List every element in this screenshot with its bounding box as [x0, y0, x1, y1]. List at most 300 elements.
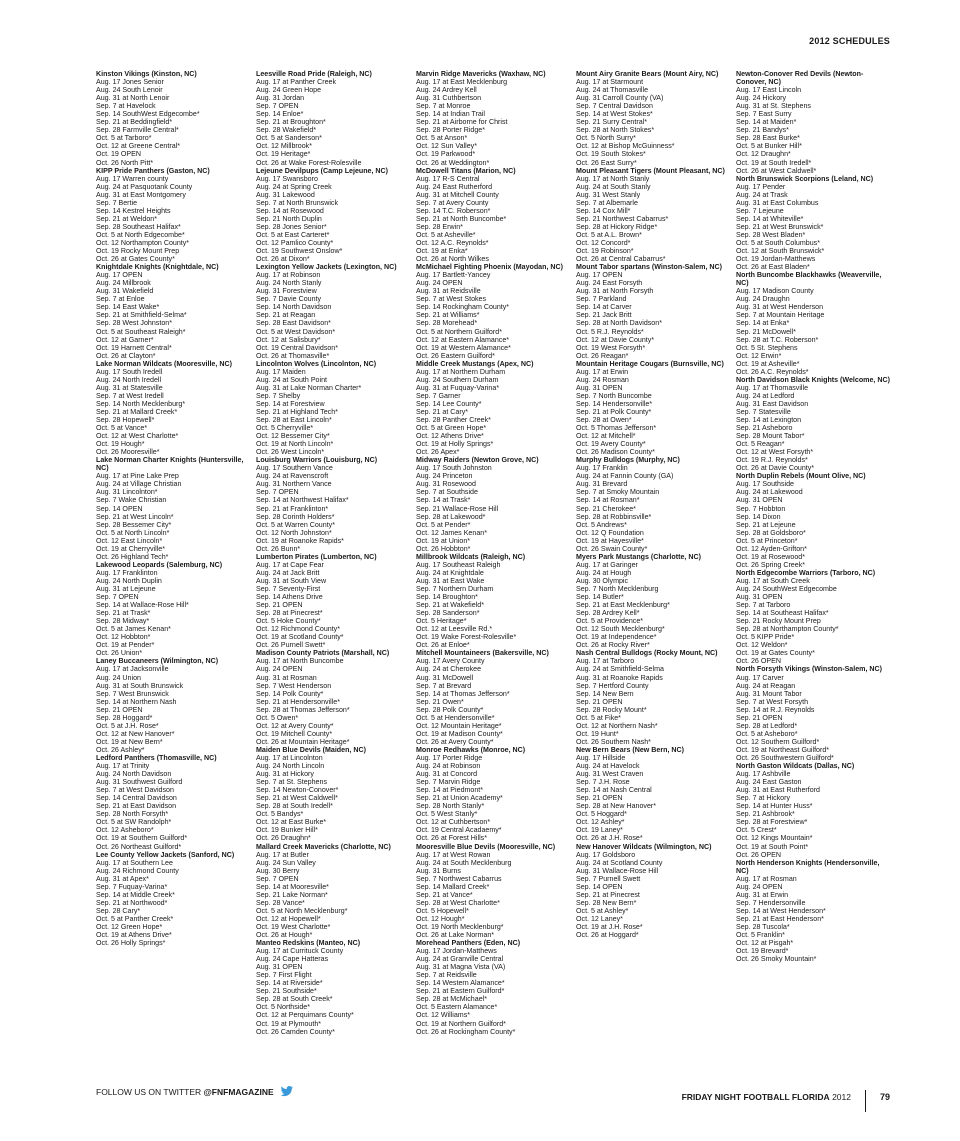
game-entry: Sep. 14 Rockingham County*: [416, 303, 510, 312]
game-entry: Aug. 31 West Stanly: [576, 190, 641, 199]
game-entry: Oct. 26 Draughn*: [256, 834, 311, 843]
game-entry: Aug. 24 at Lakewood: [736, 488, 803, 497]
team-name: Monroe Redhawks (Monroe, NC): [416, 745, 526, 754]
game-entry: Sep. 28 at North Stokes*: [576, 126, 655, 135]
team-schedule: [576, 360, 730, 457]
team-schedule: [256, 553, 410, 650]
game-entry: Aug. 17 Bartlett-Yancey: [416, 271, 491, 280]
game-entry: Sep. 7 OPEN: [96, 593, 139, 602]
game-entry: Aug. 17 Southern Vance: [256, 464, 333, 473]
game-entry: Oct. 12 at West Forsyth*: [736, 448, 814, 457]
team-schedule: [256, 649, 410, 746]
game-entry: Sep. 28 Mount Tabor*: [736, 432, 805, 441]
game-entry: Oct. 19 at Union*: [416, 536, 471, 545]
game-entry: Aug. 31 Brevard: [576, 480, 628, 489]
game-entry: Oct. 26 Highland Tech*: [96, 552, 169, 561]
game-entry: Sep. 28 Hopewell*: [96, 416, 155, 425]
game-entry: Oct. 5 Thomas Jefferson*: [576, 424, 657, 433]
game-entry: Sep. 21 at East Mecklenburg*: [576, 601, 670, 610]
game-entry: Sep. 7 at Brevard: [416, 681, 472, 690]
game-entry: Oct. 26 at Rocky River*: [576, 641, 650, 650]
game-entry: Sep. 21 OPEN: [256, 601, 303, 610]
team-name: KIPP Pride Panthers (Gaston, NC): [96, 166, 210, 175]
game-entry: Sep. 7 West Henderson: [256, 681, 332, 690]
game-entry: Aug. 17 Franklinton: [96, 568, 158, 577]
game-entry: Sep. 7 OPEN: [256, 874, 299, 883]
game-entry: Aug. 17 Madison County: [736, 287, 814, 296]
game-entry: Oct. 26 Purnell Swett*: [256, 641, 326, 650]
team-name: Madison County Patriots (Marshall, NC): [256, 649, 390, 658]
team-schedule: [96, 360, 250, 457]
game-entry: Sep. 14 at Whiteville*: [736, 214, 804, 223]
game-entry: Sep. 7 at Monroe: [416, 102, 471, 111]
game-entry: Oct. 12 at Salisbury*: [256, 335, 321, 344]
game-entry: Sep. 21 at Smithfield-Selma*: [96, 311, 187, 320]
game-entry: Aug. 24 Richmond County: [96, 866, 179, 875]
game-entry: Sep. 21 at Beddingfield*: [96, 118, 173, 127]
game-entry: Oct. 26 Southwestern Guilford*: [736, 753, 834, 762]
game-entry: Sep. 28 at West Charlotte*: [416, 898, 500, 907]
game-entry: Aug. 24 at Cherokee: [416, 665, 482, 674]
game-entry: Oct. 19 at Southern Guilford*: [96, 834, 188, 843]
team-schedule: [416, 649, 570, 746]
game-entry: Oct. 26 Spring Creek*: [736, 560, 805, 569]
game-entry: Aug. 17 at Thomasville: [736, 383, 809, 392]
game-entry: Aug. 31 East Davidson: [736, 399, 809, 408]
game-entry: Sep. 14 Western Alamance*: [416, 979, 505, 988]
game-entry: Oct. 26 Camden County*: [256, 1027, 335, 1036]
team-name: New Bern Bears (New Bern, NC): [576, 745, 685, 754]
game-entry: Oct. 12 at Perquimans County*: [256, 1011, 354, 1020]
game-entry: Oct. 19 Hough*: [96, 440, 145, 449]
game-entry: Oct. 12 at Leesville Rd.*: [416, 625, 493, 634]
game-entry: Oct. 26 Holly Springs*: [96, 939, 166, 948]
game-entry: Aug. 31 at West Henderson: [736, 303, 824, 312]
team-name: Mount Pleasant Tigers (Mount Pleasant, NC): [576, 166, 725, 175]
game-entry: Aug. 24 East Forsyth: [576, 279, 643, 288]
game-entry: Sep. 7 at Mountain Heritage: [736, 311, 825, 320]
game-entry: Aug. 17 at Panther Creek: [256, 78, 337, 87]
game-entry: Sep. 21 at Hendersonville*: [256, 697, 340, 706]
game-entry: Sep. 7 at Avery County: [416, 198, 489, 207]
game-entry: Sep. 14 Enloe*: [256, 110, 304, 119]
game-entry: Sep. 7 First Flight: [256, 971, 312, 980]
game-entry: Aug. 17 Jordan-Matthews: [416, 947, 497, 956]
schedule-column: [256, 70, 410, 1060]
game-entry: Aug. 24 at Ravenscroft: [256, 472, 329, 481]
game-entry: Sep. 7 Statesville: [736, 407, 791, 416]
game-entry: Aug. 31 Northern Vance: [256, 480, 332, 489]
game-entry: Aug. 17 Franklin: [576, 464, 628, 473]
game-entry: Oct. 12 at East Burke*: [256, 818, 327, 827]
game-entry: Sep. 21 Lake Norman*: [256, 890, 328, 899]
team-schedule: [96, 851, 250, 948]
team-name: McDowell Titans (Marion, NC): [416, 166, 516, 175]
game-entry: Oct. 19 R.J. Reynolds*: [736, 456, 808, 465]
team-name: Knightdale Knights (Knightdale, NC): [96, 263, 219, 272]
game-entry: Oct. 5 at North Lincoln*: [96, 528, 170, 537]
game-entry: Sep. 14 at Maiden*: [736, 118, 797, 127]
game-entry: Oct. 19 Parkwood*: [416, 150, 476, 159]
team-name: North Gaston Wildcats (Dallas, NC): [736, 762, 855, 771]
team-name: Myers Park Mustangs (Charlotte, NC): [576, 552, 701, 561]
game-entry: Oct. 5 at Northern Guilford*: [416, 327, 502, 336]
team-schedule: [96, 561, 250, 658]
team-name: Lee County Yellow Jackets (Sanford, NC): [96, 850, 235, 859]
game-entry: Oct. 5 Bandys*: [256, 810, 304, 819]
game-entry: Sep. 14 at West Henderson*: [736, 906, 826, 915]
game-entry: Oct. 5 Heritage*: [416, 617, 467, 626]
game-entry: Aug. 17 South Iredell: [96, 367, 163, 376]
team-name: Midway Raiders (Newton Grove, NC): [416, 456, 539, 465]
game-entry: Aug. 17 at Rosman: [736, 874, 797, 883]
game-entry: Aug. 24 Southern Durham: [416, 375, 499, 384]
game-entry: Oct. 5 at Sanderson*: [256, 134, 322, 143]
game-entry: Aug. 31 at Magna Vista (VA): [416, 963, 506, 972]
game-entry: Sep. 28 Wakefield*: [256, 126, 317, 135]
game-entry: Aug. 31 OPEN: [576, 383, 623, 392]
game-entry: Sep. 28 at Owen*: [576, 416, 632, 425]
game-entry: Aug. 17 Jones Senior: [96, 78, 164, 87]
game-entry: Sep. 7 Hobbton: [736, 504, 786, 513]
game-entry: Oct. 19 at Pender*: [96, 641, 155, 650]
team-name: Mallard Creek Mavericks (Charlotte, NC): [256, 842, 391, 851]
game-entry: Oct. 19 at Rosewood*: [736, 552, 806, 561]
game-entry: Sep. 28 Porter Ridge*: [416, 126, 486, 135]
game-entry: Sep. 28 at Lakewood*: [416, 512, 486, 521]
game-entry: Aug. 31 Lakewood: [256, 190, 315, 199]
game-entry: Sep. 21 at Eastern Guilford*: [416, 987, 505, 996]
game-entry: Sep. 21 OPEN: [736, 713, 783, 722]
game-entry: Sep. 14 Butler*: [576, 593, 624, 602]
game-entry: Oct. 26 Northeast Guilford*: [96, 842, 182, 851]
game-entry: Oct. 12 at Cuthbertson*: [416, 818, 491, 827]
game-entry: Aug. 17 Pender: [736, 182, 786, 191]
game-entry: Oct. 19 Southwest Onslow*: [256, 247, 343, 256]
team-name: North Davidson Black Knights (Welcome, NC): [736, 375, 890, 384]
game-entry: Oct. 12 Draughn*: [736, 150, 791, 159]
game-entry: Sep. 28 at Pinecrest*: [256, 609, 323, 618]
game-entry: Sep. 14 East Wake*: [96, 303, 160, 312]
game-entry: Sep. 28 Corinth Holders*: [256, 512, 335, 521]
game-entry: Aug. 24 Hickory: [736, 94, 787, 103]
game-entry: Oct. 12 East Lincoln*: [96, 536, 163, 545]
game-entry: Sep. 14 at Northwest Halifax*: [256, 496, 349, 505]
game-entry: Sep. 7 Seventy-First: [256, 585, 321, 593]
game-entry: Sep. 7 OPEN: [256, 488, 299, 497]
game-entry: Oct. 26 OPEN: [736, 850, 781, 859]
game-entry: Sep. 28 at Ledford*: [736, 721, 798, 730]
team-name: New Hanover Wildcats (Wilmington, NC): [576, 842, 712, 851]
game-entry: Sep. 21 OPEN: [96, 705, 143, 714]
game-entry: Aug. 31 at Fuquay-Varina*: [416, 383, 500, 392]
game-entry: Aug. 31 Forestview: [256, 287, 317, 296]
game-entry: Sep. 21 at Broughton*: [256, 118, 326, 127]
team-name: Lejeune Devilpups (Camp Lejeune, NC): [256, 166, 389, 175]
game-entry: Oct. 19 Avery County*: [576, 440, 646, 449]
game-entry: Sep. 14 at Hunter Huss*: [736, 802, 813, 811]
game-entry: Oct. 19 Brevard*: [736, 947, 789, 956]
game-entry: Aug. 17 at Erwin: [576, 367, 629, 376]
game-entry: Sep. 7 at Enloe: [96, 295, 145, 304]
game-entry: Aug. 24 at Knightdale: [416, 568, 484, 577]
team-name: Nash Central Bulldogs (Rocky Mount, NC): [576, 649, 718, 658]
game-entry: Sep. 21 Wallace-Rose Hill: [416, 504, 499, 513]
team-name: North Edgecombe Warriors (Tarboro, NC): [736, 568, 876, 577]
game-entry: Oct. 19 at Athens Drive*: [96, 931, 172, 940]
team-name: Lexington Yellow Jackets (Lexington, NC): [256, 263, 397, 272]
game-entry: Sep. 28 at Goldsboro*: [736, 528, 806, 537]
game-entry: Aug. 24 OPEN: [736, 882, 783, 891]
game-entry: Oct. 12 Williams*: [416, 1011, 470, 1020]
game-entry: Sep. 28 North Stanly*: [416, 802, 485, 811]
game-entry: Sep. 21 at East Henderson*: [736, 914, 824, 923]
game-entry: Oct. 19 at Western Alamance*: [416, 343, 511, 352]
game-entry: Aug. 31 at North Lenoir: [96, 94, 170, 103]
game-entry: Sep. 7 at Tarboro: [736, 601, 791, 610]
game-entry: Oct. 12 Sun Valley*: [416, 142, 477, 151]
game-entry: Aug. 31 at East Montgomery: [96, 190, 186, 199]
game-entry: Oct. 19 at Gates County*: [736, 649, 815, 658]
game-entry: Oct. 12 Ayden-Grifton*: [736, 544, 807, 553]
game-entry: Oct. 5 West Stanly*: [416, 810, 478, 819]
game-entry: Sep. 7 Garner: [416, 391, 461, 400]
game-entry: Aug. 17 at Northern Durham: [416, 367, 506, 376]
page-number: 79: [879, 1092, 890, 1102]
game-entry: Oct. 5 at Hendersonville*: [416, 713, 495, 722]
game-entry: Sep. 28 Panther Creek*: [416, 416, 491, 425]
game-entry: Sep. 7 at St. Stephens: [256, 778, 327, 787]
game-entry: Oct. 26 Reagan*: [576, 351, 629, 360]
game-entry: Oct. 19 at Cherryville*: [96, 544, 165, 553]
game-entry: Oct. 5 Cherryville*: [256, 424, 314, 433]
game-entry: Aug. 31 at Rosman: [256, 673, 317, 682]
game-entry: Aug. 31 at South View: [256, 576, 327, 585]
team-schedule: [416, 843, 570, 940]
game-entry: Aug. 17 at Pine Lake Prep: [96, 472, 179, 481]
game-entry: Oct. 12 South Mecklenburg*: [576, 625, 665, 634]
game-entry: Oct. 5 St. Stephens: [736, 343, 798, 352]
team-schedule: [576, 843, 730, 940]
game-entry: Sep. 14 New Bern: [576, 689, 634, 698]
game-entry: Aug. 24 at Spring Creek: [256, 182, 332, 191]
game-entry: Oct. 26 A.C. Reynolds*: [736, 367, 809, 376]
game-entry: Sep. 14 at Mooresville*: [256, 882, 329, 891]
game-entry: Oct. 5 Hoke County*: [256, 617, 321, 626]
game-entry: Oct. 12 Q Foundation: [576, 528, 644, 537]
game-entry: Aug. 24 Ardrey Kell: [416, 86, 477, 95]
game-entry: Aug. 31 Lincolnton*: [96, 488, 158, 497]
game-entry: Oct. 5 Hoggard*: [576, 810, 627, 819]
team-name: Ledford Panthers (Thomasville, NC): [96, 753, 217, 762]
game-entry: Aug. 17 Avery County: [416, 657, 485, 666]
team-schedule: [416, 167, 570, 264]
game-entry: Sep. 14 Cox Mill*: [576, 206, 631, 215]
game-entry: Oct. 5 Crest*: [736, 826, 777, 835]
team-name: Middle Creek Mustangs (Apex, NC): [416, 359, 534, 368]
game-entry: Sep. 28 Midway*: [96, 617, 150, 626]
game-entry: Oct. 12 Richmond County*: [256, 625, 340, 634]
team-name: North Henderson Knights (Hendersonville, NC): [736, 858, 880, 875]
game-entry: Sep. 21 at Cary*: [416, 407, 469, 416]
game-entry: Oct. 19 at Enka*: [416, 247, 468, 256]
game-entry: Oct. 19 at North Lincoln*: [256, 440, 334, 449]
team-schedule: [416, 263, 570, 360]
game-entry: Sep. 14 OPEN: [576, 882, 623, 891]
game-entry: Sep. 14 Kestrel Heights: [96, 206, 171, 215]
team-schedule: [736, 665, 890, 762]
schedule-column: [576, 70, 730, 1060]
team-name: Mount Airy Granite Bears (Mount Airy, NC): [576, 70, 719, 78]
game-entry: Oct. 5 at West Davidson*: [256, 327, 336, 336]
game-entry: Oct. 12 Athens Drive*: [416, 432, 484, 441]
game-entry: Sep. 28 at New Hanover*: [576, 802, 657, 811]
team-name: Lake Norman Wildcats (Mooresville, NC): [96, 359, 232, 368]
game-entry: Oct. 5 at Princeton*: [736, 536, 798, 545]
game-entry: Sep. 14 T.C. Roberson*: [416, 206, 491, 215]
game-entry: Oct. 26 at Forest Hills*: [416, 834, 487, 843]
game-entry: Aug. 31 Wakefield: [96, 287, 154, 296]
game-entry: Aug. 24 Green Hope: [256, 86, 322, 95]
game-entry: Sep. 14 at Enka*: [736, 319, 790, 328]
game-entry: Oct. 19 at Roanoke Rapids*: [256, 536, 344, 545]
game-entry: Aug. 24 at Pasquotank County: [96, 182, 193, 191]
game-entry: Oct. 26 Smoky Mountain*: [736, 955, 817, 964]
game-entry: Sep. 7 at Reidsville: [416, 971, 477, 980]
game-entry: Aug. 24 at Ledford: [736, 391, 795, 400]
game-entry: Oct. 12 Hobbton*: [96, 633, 151, 642]
magazine-title: FRIDAY NIGHT FOOTBALL FLORIDA 2012: [681, 1092, 851, 1102]
game-entry: Aug. 31 at East Columbus: [736, 198, 819, 207]
game-entry: Sep. 28 at Northampton County*: [736, 625, 839, 634]
game-entry: Oct. 26 Bunn*: [256, 544, 301, 553]
game-entry: Oct. 19 Jordan-Matthews: [736, 255, 816, 264]
team-schedule: [256, 746, 410, 843]
game-entry: Sep. 7 Marvin Ridge: [416, 778, 481, 787]
game-entry: Sep. 28 at McMichael*: [416, 995, 487, 1004]
game-entry: Oct. 12 Kings Mountain*: [736, 834, 813, 843]
game-entry: Oct. 5 North Surry*: [576, 134, 636, 143]
game-entry: Oct. 26 at Clayton*: [96, 351, 156, 360]
game-entry: Aug. 24 Sun Valley: [256, 858, 316, 867]
game-entry: Oct. 5 at Pender*: [416, 520, 471, 529]
game-entry: Sep. 21 OPEN: [576, 697, 623, 706]
game-entry: Aug. 17 at South Creek: [736, 576, 810, 585]
game-entry: Sep. 21 Jack Britt: [576, 311, 632, 320]
game-entry: Oct. 12 at Avery County*: [256, 721, 334, 730]
game-entry: Aug. 31 Carroll County (VA): [576, 94, 664, 103]
game-entry: Oct. 26 Swain County*: [576, 544, 648, 553]
game-entry: Sep. 28 Bessemer City*: [96, 520, 172, 529]
game-entry: Aug. 24 Draughn: [736, 295, 790, 304]
game-entry: Sep. 14 at Northern Nash: [96, 697, 177, 706]
game-entry: Sep. 14 at Carver: [576, 303, 632, 312]
game-entry: Sep. 7 North Buncombe: [576, 391, 652, 400]
game-entry: Oct. 5 at Green Hope*: [416, 424, 487, 433]
game-entry: Aug. 24 Cape Hatteras: [256, 955, 329, 964]
team-name: Lumberton Pirates (Lumberton, NC): [256, 552, 377, 561]
game-entry: Sep. 21 at Airborne for Christ: [416, 118, 508, 127]
game-entry: Sep. 28 at South Iredell*: [256, 802, 333, 811]
game-entry: Aug. 31 Cuthbertson: [416, 94, 482, 103]
game-entry: Sep. 14 North Mecklenburg*: [96, 399, 186, 408]
game-entry: Aug. 31 at East Rutherford: [736, 786, 820, 795]
game-entry: Oct. 26 at Hoggard*: [576, 931, 639, 940]
game-entry: Oct. 19 at Holly Springs*: [416, 440, 494, 449]
team-schedule: [736, 762, 890, 859]
game-entry: Aug. 17 Maiden: [256, 367, 306, 376]
game-entry: Aug. 24 North Iredell: [96, 375, 162, 384]
team-name: McMichael Fighting Phoenix (Mayodan, NC): [416, 263, 564, 272]
game-entry: Oct. 5 at Panther Creek*: [96, 914, 174, 923]
game-entry: Aug. 17 Ashbville: [736, 770, 791, 779]
game-entry: Aug. 24 at Havelock: [576, 762, 640, 771]
team-name: Mitchell Mountaineers (Bakersville, NC): [416, 649, 549, 658]
game-entry: Oct. 5 at East Carteret*: [256, 230, 330, 239]
game-entry: Sep. 21 McDowell*: [736, 327, 796, 336]
team-schedule: [96, 70, 250, 167]
game-entry: Aug. 31 at East Wake: [416, 576, 485, 585]
team-name: Marvin Ridge Mavericks (Waxhaw, NC): [416, 70, 546, 78]
team-schedule: [416, 360, 570, 457]
game-entry: Sep. 28 Cary*: [96, 906, 141, 915]
game-entry: Aug. 24 OPEN: [416, 279, 463, 288]
game-entry: Aug. 31 Southwest Guilford: [96, 778, 183, 787]
game-entry: Aug. 17 at East Mecklenburg: [416, 78, 508, 87]
game-entry: Aug. 31 at Apex*: [96, 874, 149, 883]
game-entry: Oct. 5 at North Edgecombe*: [96, 230, 185, 239]
game-entry: Sep. 7 at Hickory: [736, 794, 791, 803]
game-entry: Sep. 21 Cherokee*: [576, 504, 636, 513]
game-entry: Aug. 17 at Garinger: [576, 560, 638, 569]
game-entry: Aug. 24 at Thomasville: [576, 86, 649, 95]
game-entry: Sep. 14 Broughton*: [416, 593, 478, 602]
game-entry: Aug. 30 Berry: [256, 866, 300, 875]
twitter-bird-icon: [280, 1086, 294, 1097]
game-entry: Aug. 24 Millbrook: [96, 279, 151, 288]
game-entry: Aug. 17 East Lincoln: [736, 86, 802, 95]
game-entry: Aug. 24 at South Point: [256, 375, 327, 384]
footer-magazine: [682, 1086, 890, 1108]
game-entry: Oct. 12 Asheboro*: [96, 826, 154, 835]
game-entry: Sep. 28 Southeast Halifax*: [96, 222, 181, 231]
game-entry: Aug. 24 Princeton: [416, 472, 473, 481]
game-entry: Aug. 31 at North Forsyth: [576, 287, 654, 296]
game-entry: Sep. 7 at Smoky Mountain: [576, 488, 660, 497]
game-entry: Oct. 5 Reagan*: [736, 440, 785, 449]
game-entry: Sep. 28 Polk County*: [416, 705, 484, 714]
twitter-handle[interactable]: @FNFMAGAZINE: [203, 1086, 274, 1097]
game-entry: Aug. 31 Jordan: [256, 94, 305, 103]
game-entry: Oct. 19 Mitchell County*: [256, 729, 333, 738]
game-entry: Sep. 28 Tuscola*: [736, 922, 790, 931]
game-entry: Sep. 7 OPEN: [256, 102, 299, 111]
game-entry: Oct. 5 at Anson*: [416, 134, 468, 143]
game-entry: Aug. 24 North Stanly: [256, 279, 322, 288]
game-entry: Aug. 17 at Trinity: [96, 762, 150, 771]
game-entry: Oct. 26 at Wake Forest-Rolesville: [256, 158, 362, 167]
footer-twitter: [96, 1086, 294, 1097]
game-entry: Sep. 21 at Trask*: [96, 609, 151, 618]
game-entry: Sep. 14 North Davidson: [256, 303, 332, 312]
game-entry: Oct. 12 at West Charlotte*: [96, 432, 179, 441]
game-entry: Sep. 7 at West Davidson: [96, 786, 174, 795]
schedule-column: [96, 70, 250, 1060]
game-entry: Sep. 21 Northwest Cabarrus*: [576, 214, 669, 223]
game-entry: Aug. 17 at North Buncombe: [256, 657, 344, 666]
game-entry: Oct. 26 at J.H. Rose*: [576, 834, 643, 843]
team-name: Mount Tabor spartans (Winston-Salem, NC): [576, 263, 723, 272]
